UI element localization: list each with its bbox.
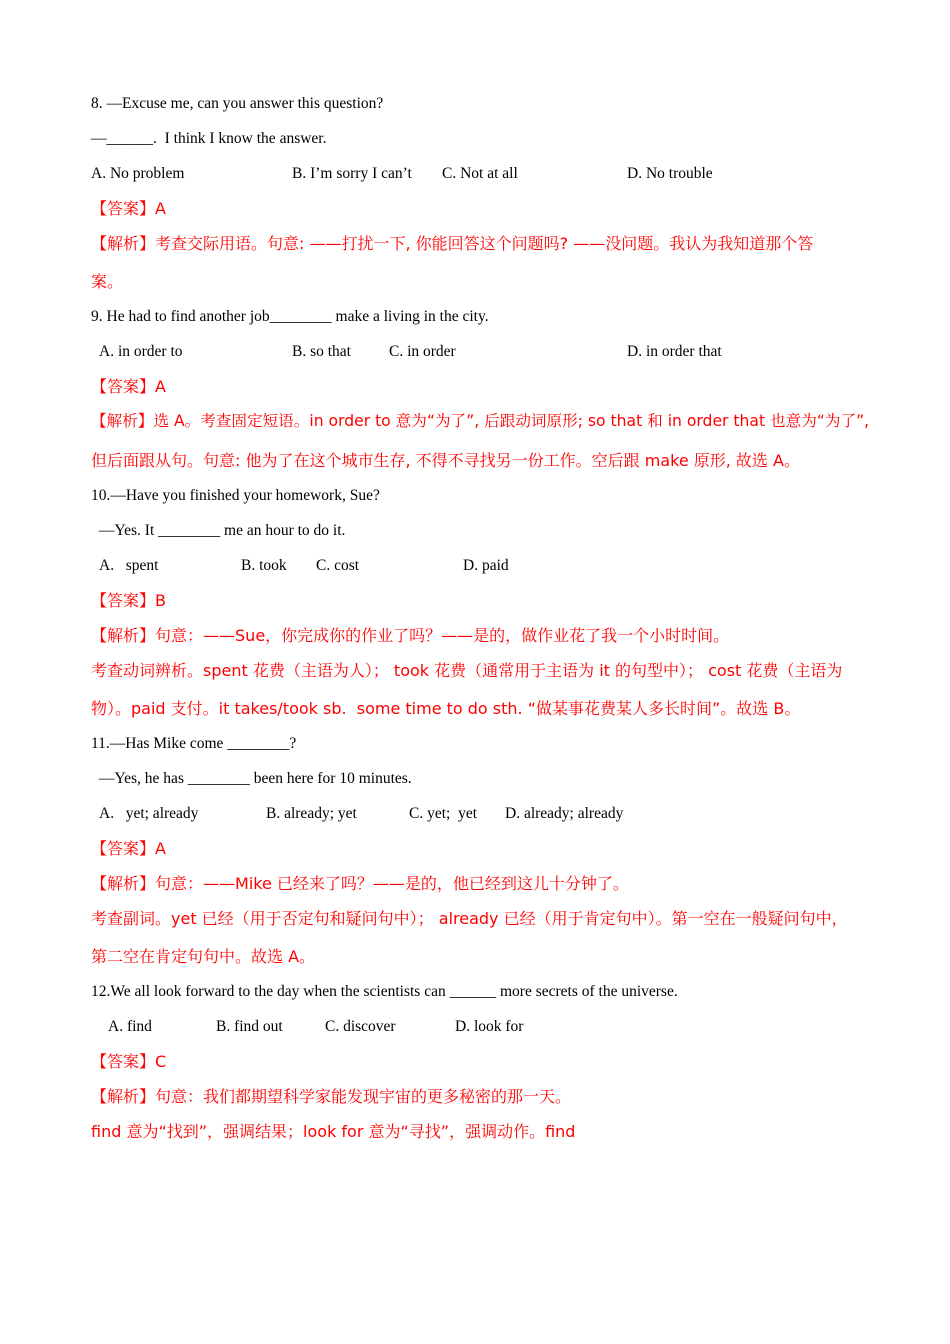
q11-analysis-2: 考查副词。yet 已经（用于否定句和疑问句中）； already 已经（用于肯定句中）。第一空在一般疑问句中， xyxy=(91,909,848,928)
q10-options xyxy=(91,548,881,583)
q12-option-d: D. look for xyxy=(455,1018,524,1035)
q11-answer xyxy=(91,831,166,866)
q8-options xyxy=(91,156,881,191)
q12-answer-label: 【答案】 xyxy=(91,1052,156,1071)
q9-stem: 9. He had to find another job________ make a living in the city. xyxy=(91,308,489,325)
q8-reply: —______. I think I know the answer. xyxy=(91,130,327,147)
q12-option-b: B. find out xyxy=(216,1018,283,1035)
q11-analysis-text-1: 句意：——Mike 已经来了吗？——是的，他已经到这儿十分钟了。 xyxy=(155,874,629,893)
q9-options xyxy=(91,334,881,369)
q8-stem: 8. —Excuse me, can you answer this question? xyxy=(91,95,384,112)
q10-analysis-2: 考查动词辨析。spent 花费（主语为人）； took 花费（通常用于主语为 it 的句型中）； cost 花费（主语为 xyxy=(91,661,843,680)
q9-analysis-1 xyxy=(91,404,869,439)
q8-analysis-label: 【解析】 xyxy=(91,234,156,253)
q10-analysis-1 xyxy=(91,618,729,653)
q8-option-c: C. Not at all xyxy=(442,165,518,182)
q11-options xyxy=(91,796,881,831)
q9-analysis-2: 但后面跟从句。句意: 他为了在这个城市生存, 不得不寻找另一份工作。空后跟 make 原形, 故选 A。 xyxy=(91,451,800,470)
q10-option-c: C. cost xyxy=(316,557,360,574)
q9-answer xyxy=(91,369,166,404)
q10-analysis-label: 【解析】 xyxy=(91,626,156,645)
q11-analysis-label: 【解析】 xyxy=(91,874,156,893)
q10-analysis-text-1: 句意：——Sue，你完成你的作业了吗？——是的，做作业花了我一个小时时间。 xyxy=(155,626,730,645)
q12-analysis-text-1: 句意：我们都期望科学家能发现宇宙的更多秘密的那一天。 xyxy=(155,1087,572,1106)
q10-option-d: D. paid xyxy=(463,557,509,574)
q12-answer-value: C xyxy=(155,1052,167,1071)
q10-option-a: A. spent xyxy=(99,557,159,574)
q9-analysis-label: 【解析】 xyxy=(91,412,154,430)
q12-answer xyxy=(91,1044,166,1079)
q11-answer-value: A xyxy=(155,839,166,858)
q8-analysis-2: 案。 xyxy=(91,272,124,291)
q12-analysis-2: find 意为“找到”，强调结果；look for 意为“寻找”，强调动作。find xyxy=(91,1122,576,1141)
q8-answer-value: A xyxy=(155,199,166,218)
q8-option-b: B. I’m sorry I can’t xyxy=(292,165,412,182)
q12-analysis-1 xyxy=(91,1079,571,1114)
q9-answer-value: A xyxy=(155,377,166,396)
q11-option-d: D. already; already xyxy=(505,805,624,822)
q12-option-c: C. discover xyxy=(325,1018,396,1035)
q10-answer-value: B xyxy=(155,591,166,610)
q8-analysis-1 xyxy=(91,226,813,261)
q10-answer-label: 【答案】 xyxy=(91,591,156,610)
q9-answer-label: 【答案】 xyxy=(91,377,156,396)
q11-reply: —Yes, he has ________ been here for 10 minutes. xyxy=(99,770,412,787)
q11-option-b: B. already; yet xyxy=(266,805,357,822)
q12-stem: 12.We all look forward to the day when the scientists can ______ more secrets of the universe. xyxy=(91,983,678,1000)
q10-analysis-3: 物）。paid 支付。it takes/took sb. some time to do sth. “做某事花费某人多长时间”。故选 B。 xyxy=(91,699,801,718)
q11-stem: 11.—Has Mike come ________? xyxy=(91,735,297,752)
q9-option-c: C. in order xyxy=(389,343,456,360)
q11-option-a: A. yet; already xyxy=(99,805,199,822)
q10-stem: 10.—Have you finished your homework, Sue? xyxy=(91,487,380,504)
q8-answer-label: 【答案】 xyxy=(91,199,156,218)
q8-answer xyxy=(91,191,166,226)
q12-options xyxy=(91,1009,881,1044)
q9-analysis-text-1: 选 A。考查固定短语。in order to 意为“为了”, 后跟动词原形; so that 和 in order that 也意为“为了”, xyxy=(153,412,870,430)
q12-analysis-label: 【解析】 xyxy=(91,1087,156,1106)
q8-option-d: D. No trouble xyxy=(627,165,713,182)
q10-reply: —Yes. It ________ me an hour to do it. xyxy=(99,522,346,539)
q11-option-c: C. yet; yet xyxy=(409,805,478,822)
q9-option-d: D. in order that xyxy=(627,343,722,360)
q9-option-b: B. so that xyxy=(292,343,351,360)
q9-option-a: A. in order to xyxy=(99,343,183,360)
q11-answer-label: 【答案】 xyxy=(91,839,156,858)
q11-analysis-3: 第二空在肯定句句中。故选 A。 xyxy=(91,947,316,966)
q10-option-b: B. took xyxy=(241,557,287,574)
q12-option-a: A. find xyxy=(108,1018,152,1035)
q11-analysis-1 xyxy=(91,866,629,901)
q8-analysis-text-1: 考查交际用语。句意: ——打扰一下, 你能回答这个问题吗? ——没问题。我认为我知道那个答 xyxy=(155,234,814,253)
q10-answer xyxy=(91,583,166,618)
q8-option-a: A. No problem xyxy=(91,165,185,182)
